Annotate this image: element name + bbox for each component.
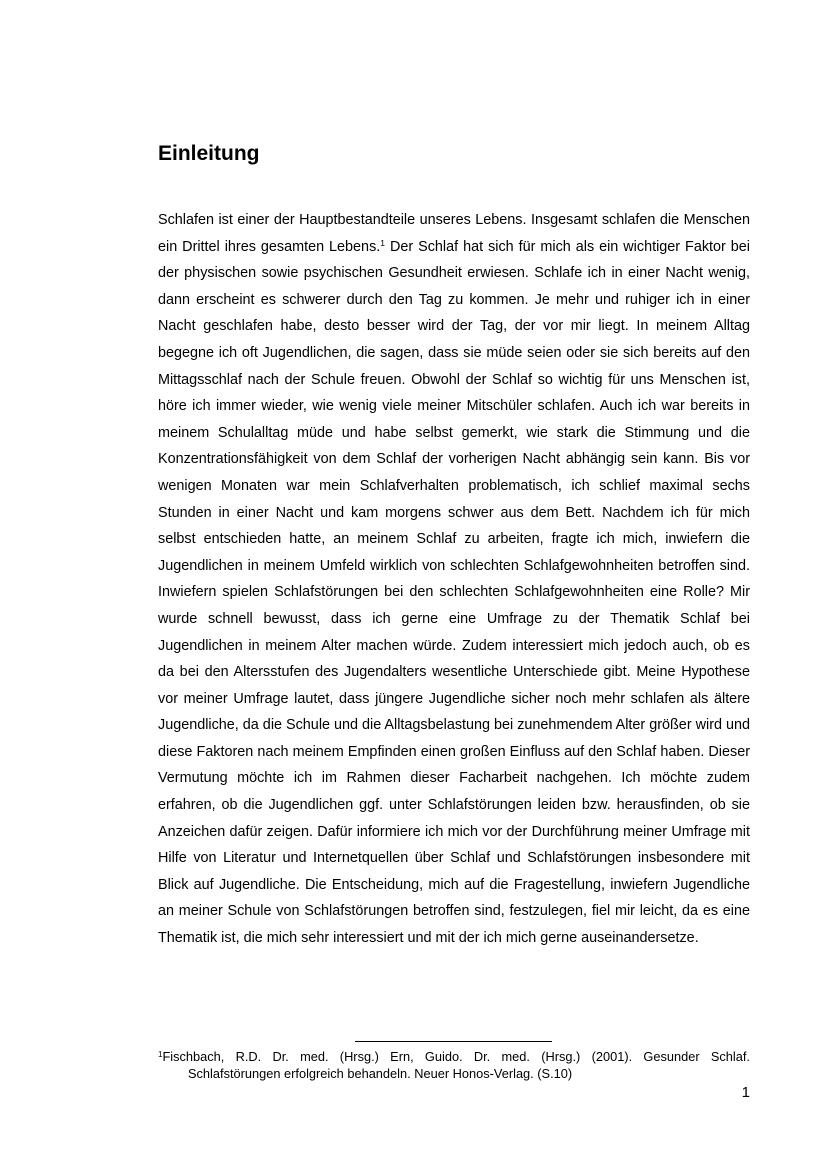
footnote [158, 1049, 750, 1082]
footnote-marker: 1 [158, 1050, 163, 1059]
section-heading: Einleitung [158, 142, 260, 165]
footnote-separator [355, 1041, 552, 1042]
paragraph-text-start: Schlafen ist einer der Hauptbestandteile unseres Lebens. Insgesamt schlafen die Menschen ein Drittel ihres gesamten Lebens. [158, 212, 750, 255]
footnote-reference[interactable]: 1 [380, 237, 385, 248]
paragraph-text-rest: Der Schlaf hat sich für mich als ein wichtiger Faktor bei der physischen sowie psychischen Gesundheit erwiesen. Schlafe ich in einer Nacht wenig, dann erscheint es schwerer durch den Tag zu kommen. Je mehr und ruhiger ich in einer Nacht geschlafen habe, desto besser wird der Tag, der vor mir liegt. In meinem Alltag begegne ich oft Jugendlichen, die sagen, dass sie müde seien oder sie sich bereits auf den Mittagsschlaf nach der Schule freuen. Obwohl der Schlaf so wichtig für uns Menschen ist, höre ich immer wieder, wie wenig viele meiner Mitschüler schlafen. Auch ich war bereits in meinem Schulalltag müde und habe selbst gemerkt, wie stark die Stimmung und die Konzentrationsfähigkeit von dem Schlaf der vorherigen Nacht abhängig sein kann. Bis vor wenigen Monaten war mein Schlafverhalten problematisch, ich schlief maximal sechs Stunden in einer Nacht und kam morgens schwer aus dem Bett. Nachdem ich für mich selbst entschieden hatte, an meinem Schlaf zu arbeiten, fragte ich mich, inwiefern die Jugendlichen in meinem Umfeld wirklich von schlechten Schlafgewohnheiten betroffen sind. Inwiefern spielen Schlafstörungen bei den schlechten Schlafgewohnheiten eine Rolle? Mir wurde schnell bewusst, dass ich gerne eine Umfrage zu der Thematik Schlaf bei Jugendlichen in meinem Alter machen würde. Zudem interessiert mich jedoch auch, ob es da bei den Altersstufen des Jugendalters wesentliche Unterschiede gibt. Meine Hypothese vor meiner Umfrage lautet, dass jüngere Jugendliche sicher noch mehr schlafen als ältere Jugendliche, da die Schule und die Alltagsbelastung bei zunehmendem Alter größer wird und diese Faktoren nach meinem Empfinden einen großen Einfluss auf den Schlaf haben. Dieser Vermutung möchte ich im Rahmen dieser Facharbeit nachgehen. Ich möchte zudem erfahren, ob die Jugendlichen ggf. unter Schlafstörungen leiden bzw. herausfinden, ob sie Anzeichen dafür zeigen. Dafür informiere ich mich vor der Durchführung meiner Umfrage mit Hilfe von Literatur und Internetquellen über Schlaf und Schlafstörungen insbesondere mit Blick auf Jugendliche. Die Entscheidung, mich auf die Fragestellung, inwiefern Jugendliche an meiner Schule von Schlafstörungen betroffen sind, festzulegen, fiel mir leicht, da es eine Thematik ist, die mich sehr interessiert und mit der ich mich gerne auseinandersetze. [158, 238, 750, 947]
footnote-text: Fischbach, R.D. Dr. med. (Hrsg.) Ern, Guido. Dr. med. (Hrsg.) (2001). Gesunder Schlaf. Schlafstörungen erfolgreich behandeln. Neuer Honos-Verlag. (S.10) [162, 1049, 750, 1081]
page-number: 1 [741, 1084, 750, 1101]
body-paragraph [158, 207, 750, 952]
